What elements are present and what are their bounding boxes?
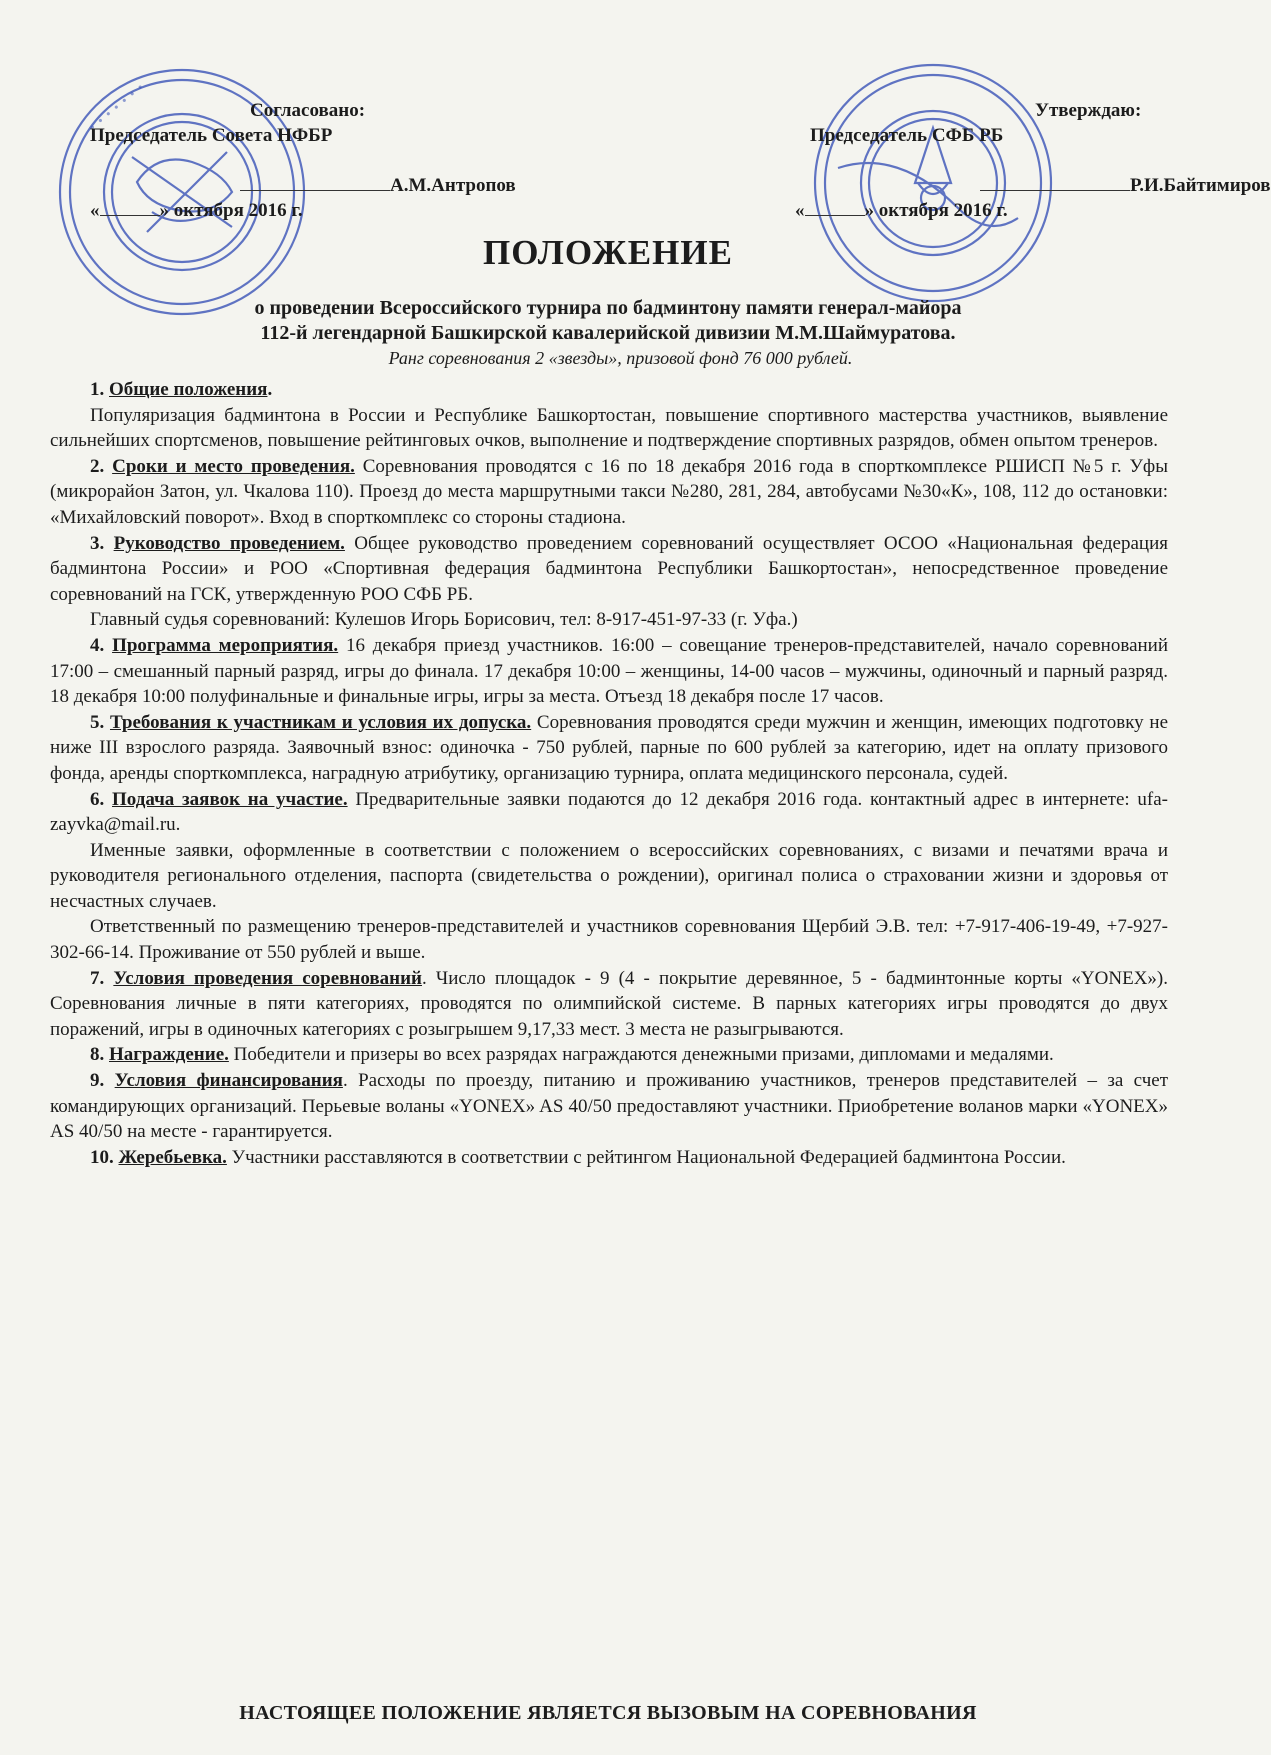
date-blank — [100, 199, 160, 216]
section-2: 2. Сроки и место проведения. Соревнования проводятся с 16 по 18 декабря 2016 года в спорткомплексе РШИСП №5 г. Уфы (микрорайон Затон, ул. Чкалова 110). Проезд до места маршрутными такси №280, 281, 284, автобусами №30«К», 108, 112 до остановки: «Михайловский поворот». Вход в спорткомплекс со стороны стадиона. — [50, 455, 1169, 528]
section-1-text: Популяризация бадминтона в России и Республике Башкортостан, повышение спортивного мастерства участников, выявление сильнейших спортсменов, повышение рейтинговых очков, выполнение и подтверждение спортивных разрядов, обмен опытом тренеров. — [50, 404, 1168, 452]
date-blank — [805, 199, 865, 216]
approval-left-position: Председатель Совета НФБР — [90, 125, 333, 146]
section-3-judge: Главный судья соревнований: Кулешов Игорь Борисович, тел: 8-917-451-97-33 (г. Уфа.) — [90, 609, 798, 631]
section-6-paragraph-2: Именные заявки, оформленные в соответствии с положением о всероссийских соревнованиях, с визами и печатями врача и руководителя регионального отделения, паспорта (свидетельства о рождении), оригинал полиса о страховании жизни и здоровья от несчастных случаев. — [50, 839, 1168, 912]
document-subtitle: о проведении Всероссийского турнира по бадминтону памяти генерал-майора 112-й легендарной Башкирской кавалерийской дивизии М.М.Шаймуратова. — [254, 297, 962, 344]
signature-line — [980, 172, 1130, 191]
approval-left-heading: Согласовано: — [250, 100, 366, 121]
approval-left-date: « » октября 2016 г. — [90, 200, 303, 221]
approval-right-heading: Утверждаю: — [1035, 100, 1142, 121]
section-10: 10. Жеребьевка. Участники расставляются в соответствии с рейтингом Национальной Федерацией бадминтона России. — [90, 1146, 1066, 1168]
svg-text:∙ ∙ ∙ ∙ ∙ ∙ ∙: ∙ ∙ ∙ ∙ ∙ ∙ ∙ — [85, 79, 147, 135]
section-6: 6. Подача заявок на участие. Предварительные заявки подаются до 12 декабря 2016 года. контактный адрес в интернете: ufa-zayvka@mail.ru. — [50, 788, 1168, 836]
approval-left-signature-name: А.М.Антропов — [90, 172, 410, 198]
approval-right-signature-name: Р.И.Байтимиров — [795, 172, 1175, 198]
document-title: ПОЛОЖЕНИЕ — [483, 233, 733, 272]
section-5: 5. Требования к участникам и условия их допуска. Соревнования проводятся среди мужчин и женщин, имеющих подготовку не ниже III взрослого разряда. Заявочный взнос: одиночка - 750 рублей, парные по 600 рублей за категорию, идет на оплату призового фонда, аренды спорткомплекса, наградную атрибутику, организацию турнира, оплата медицинского персонала, судей. — [50, 711, 1168, 784]
section-4: 4. Программа мероприятия. 16 декабря приезд участников. 16:00 – совещание тренеров-представителей, начало соревнований 17:00 – смешанный парный разряд, игры до финала. 17 декабря 10:00 – женщины, 14-00 часов – мужчины, одиночный и парный разряд. 18 декабря 10:00 полуфинальные и финальные игры, игры за места. Отъезд 18 декабря после 17 часов. — [50, 634, 1169, 708]
section-6-paragraph-3: Ответственный по размещению тренеров-представителей и участников соревнования Щербий Э.В. тел: +7-917-406-19-49, +7-927-302-66-14. Проживание от 550 рублей и выше. — [50, 916, 1168, 964]
approval-right-date: « » октября 2016 г. — [795, 200, 1008, 221]
signature-line — [240, 172, 390, 191]
approval-block-right — [795, 98, 1271, 223]
approval-block-left — [90, 98, 516, 223]
section-1-heading: 1. Общие положения. — [90, 379, 273, 400]
document-footer: НАСТОЯЩЕЕ ПОЛОЖЕНИЕ ЯВЛЯЕТСЯ ВЫЗОВЫМ НА СОРЕВНОВАНИЯ — [239, 1702, 977, 1724]
section-8: 8. Награждение. Победители и призеры во всех разрядах награждаются денежными призами, дипломами и медалями. — [90, 1044, 1054, 1066]
competition-rank: Ранг соревнования 2 «звезды», призовой фонд 76 000 рублей. — [388, 348, 853, 368]
approval-right-position: Председатель СФБ РБ — [810, 125, 1004, 146]
section-3: 3. Руководство проведением. Общее руководство проведением соревнований осуществляет ОСОО «Национальная федерация бадминтона России» и РОО «Спортивная федерация бадминтона Республики Башкортостан», непосредственное проведение соревнований на ГСК, утвержденную РОО СФБ РБ. — [50, 532, 1168, 605]
document-body — [50, 377, 1168, 1170]
section-9: 9. Условия финансирования. Расходы по проезду, питанию и проживанию участников, тренеров представителей – за счет командирующих организаций. Перьевые воланы «YONEX» AS 40/50 предоставляют участники. Приобретение воланов марки «YONEX» AS 40/50 на месте - гарантируется. — [50, 1070, 1169, 1143]
section-7: 7. Условия проведения соревнований. Число площадок - 9 (4 - покрытие деревянное, 5 - бадминтонные корты «YONEX»). Соревнования личные в пяти категориях, проводятся по олимпийской системе. В парных категориях игры проводятся до двух поражений, игры в одиночных категориях с розыгрышем 9,17,33 мест. 3 места не разыгрываются. — [50, 967, 1169, 1040]
